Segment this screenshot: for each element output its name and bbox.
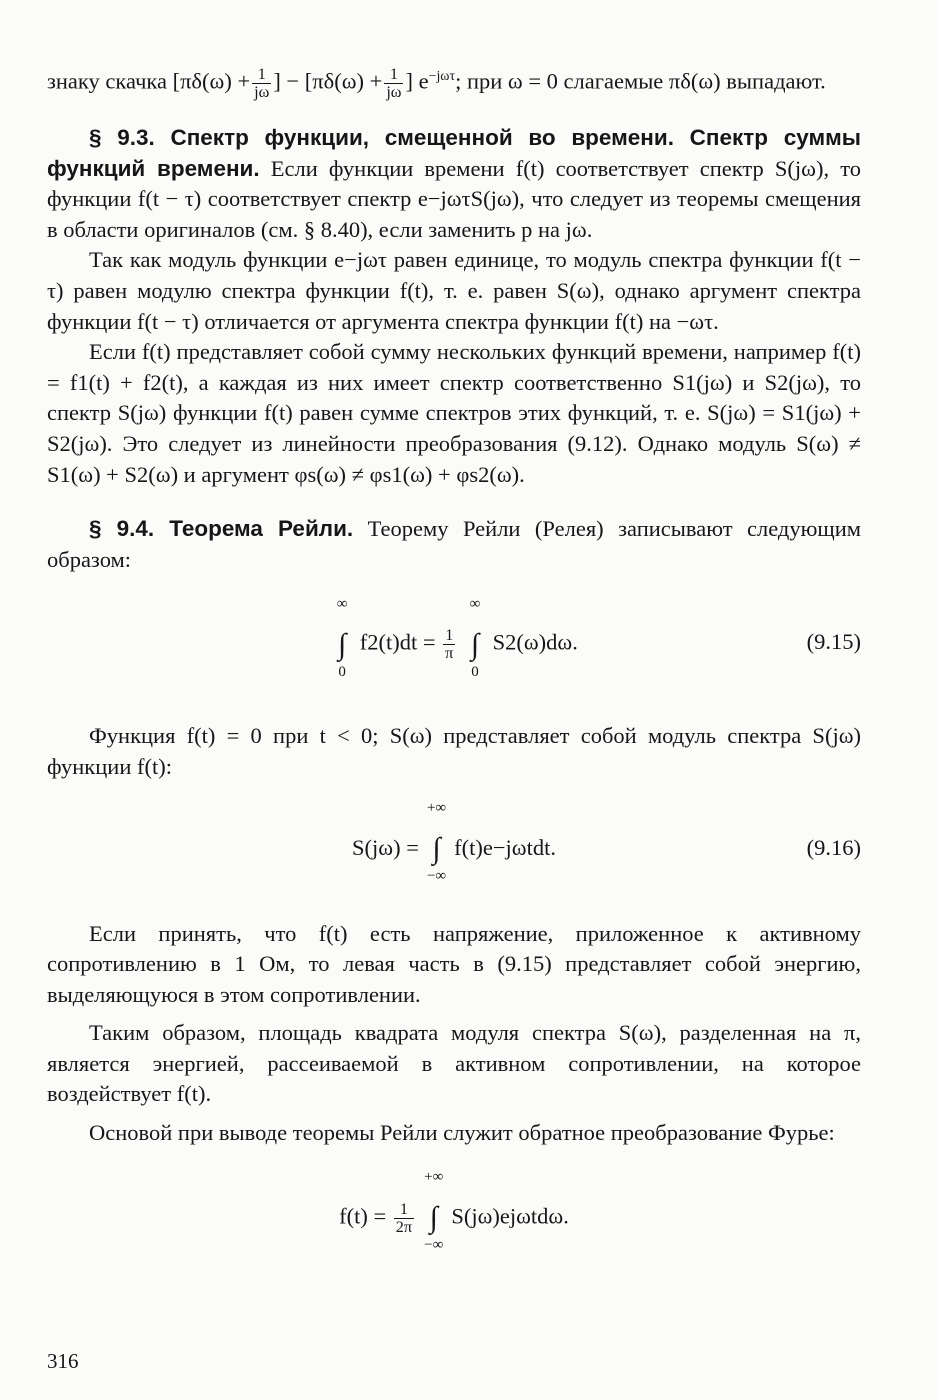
paragraph: Так как модуль функции e−jωτ равен единице, то модуль спектра функции f(t − τ) равен модулю спектра функции f(t), т. е. равен S(ω), однако аргумент спектра функции f(t − τ) отличается от аргумента спектра функции f(t) на −ωτ.: [47, 247, 861, 334]
paragraph: Функция f(t) = 0 при t < 0; S(ω) представляет собой модуль спектра S(jω) функции f(t):: [47, 723, 861, 779]
inverse-fourier-equation: f(t) = $\frac{1}{2\pi}$ ∫ +∞ −∞ S(jω)ejωtdω.: [339, 1169, 569, 1254]
paragraph: Таким образом, площадь квадрата модуля спектра S(ω), разделенная на π, является энергией, рассеиваемой в активном сопротивлении, на которое воздействует f(t).: [47, 1020, 861, 1107]
paragraph: Основой при выводе теоремы Рейли служит обратное преобразование Фурье:: [89, 1120, 835, 1146]
paragraph: Если f(t) представляет собой сумму нескольких функций времени, например f(t) = f1(t) + f2(t), а каждая из них имеет спектр соответственно S1(jω) и S2(jω), то спектр S(jω) функции f(t) равен сумме спектров этих функций, т. е. S(jω) = S1(jω) + S2(jω). Это следует из линейности преобразования (9.12). Однако модуль S(ω) ≠ S1(ω) + S2(ω) и аргумент φs(ω) ≠ φs1(ω) + φs2(ω).: [47, 339, 861, 487]
page-text: [47, 66, 861, 1273]
equation-label: (9.16): [806, 834, 861, 860]
section-9-3-title: § 9.3. Спектр функции, смещенной во времени. Спектр суммы функций времени.: [47, 125, 861, 181]
page-number: 316: [47, 1349, 79, 1373]
integral-sign: ∫ +∞ −∞: [424, 1169, 444, 1254]
fraction: $\frac{1}{j\omega}$: [386, 65, 402, 101]
section-9-3: § 9.3. Спектр функции, смещенной во времени. Спектр суммы функций времени. Если функции времени f(t) соответствует спектр S(jω), то функции f(t − τ) соответствует спектр e−jωτS(jω), что следует из теоремы смещения в области оригиналов (см. § 8.40), если заменить p на jω.: [47, 125, 861, 242]
fraction: $\frac{1}{j\omega}$: [254, 65, 270, 101]
equation-9-16: S(jω) = ∫ +∞ −∞ f(t)e−jωtdt. (9.16): [352, 800, 861, 885]
integral-sign: ∫ ∞ 0: [469, 595, 481, 680]
equation-9-15: ∫ ∞ 0 f2(t)dt = $\frac{1}{\pi}$ ∫ ∞ 0 S2(ω)dω. (9.15): [47, 601, 861, 701]
integral-sign: ∫ ∞ 0: [336, 595, 348, 680]
section-9-4-title: § 9.4. Теорема Рейли.: [89, 516, 354, 542]
paragraph: Если принять, что f(t) есть напряжение, приложенное к активному сопротивлению в 1 Ом, то левая часть в (9.15) представляет собой энергию, выделяющуюся в этом сопротивлении.: [47, 920, 861, 1007]
section-9-4: § 9.4. Теорема Рейли. Теорему Рейли (Релея) записывают следующим образом:: [47, 516, 862, 572]
equation-label: (9.15): [806, 629, 861, 655]
integral-sign: ∫ +∞ −∞: [426, 800, 447, 885]
intro-paragraph: знаку скачка [πδ(ω) + $\frac{1}{j\omega}$ ] − [πδ(ω) + $\frac{1}{j\omega}$ ] $e^{-j\omega\tau}$; при ω = 0 слагаемые πδ(ω) выпадают.: [47, 65, 826, 101]
